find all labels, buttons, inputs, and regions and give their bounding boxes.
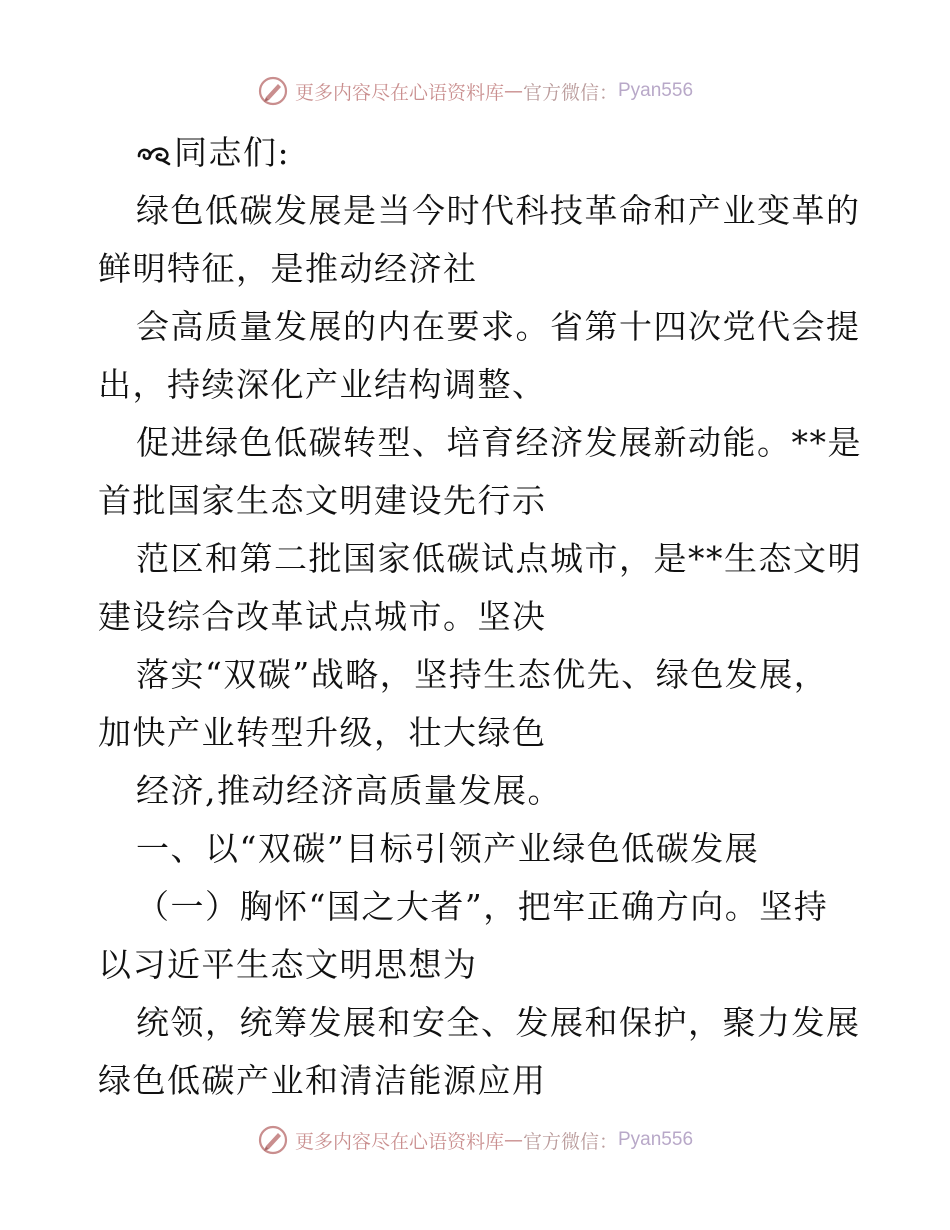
paragraph-line: 落实“双碳”战略，坚持生态优先、绿色发展， xyxy=(136,655,829,694)
paragraph-line: 绿色低碳发展是当今时代科技革命和产业变革的 xyxy=(136,191,861,230)
watermark-site-text: 更多内容尽在心语资料库 xyxy=(294,81,504,104)
paragraph-line: 首批国家生态文明建设先行示 xyxy=(98,481,547,520)
watermark-site-text: 更多内容尽在心语资料库 xyxy=(294,1130,504,1153)
salutation-text: 同志们: xyxy=(174,133,291,172)
paragraph-line: 会高质量发展的内在要求。省第十四次党代会提 xyxy=(136,307,861,346)
watermark-wechat-id: Pyan556 xyxy=(618,1129,694,1150)
subsection-heading: （一）胸怀“国之大者”，把牢正确方向。坚持 xyxy=(136,887,829,926)
watermark-separator: — xyxy=(503,80,523,102)
section-heading: 一、以“双碳”目标引领产业绿色低碳发展 xyxy=(136,829,760,868)
salutation-line xyxy=(98,124,858,182)
brush-pen-logo-icon xyxy=(257,1124,289,1156)
paragraph-line: 范区和第二批国家低碳试点城市，是**生态文明 xyxy=(136,539,862,578)
paragraph-line: 经济,推动经济高质量发展。 xyxy=(136,771,562,810)
paragraph-line: 促进绿色低碳转型、培育经济发展新动能。**是 xyxy=(136,423,862,462)
brush-pen-logo-icon xyxy=(257,75,289,107)
paragraph-line: 出，持续深化产业结构调整、 xyxy=(98,365,547,404)
paragraph-line: 绿色低碳产业和清洁能源应用 xyxy=(98,1061,547,1100)
paragraph-line: 以习近平生态文明思想为 xyxy=(98,945,478,984)
paragraph-line: 统领，统筹发展和安全、发展和保护，聚力发展 xyxy=(136,1003,861,1042)
watermark-separator: — xyxy=(503,1129,523,1151)
paragraph-line: 鲜明特征，是推动经济社 xyxy=(98,249,478,288)
watermark-footer xyxy=(0,1120,950,1160)
watermark-label: 官方微信： xyxy=(522,81,618,104)
watermark-header xyxy=(0,71,950,111)
watermark-label: 官方微信： xyxy=(522,1130,618,1153)
paragraph-line: 加快产业转型升级，壮大绿色 xyxy=(98,713,547,752)
paragraph-line: 建设综合改革试点城市。坚决 xyxy=(98,597,547,636)
watermark-wechat-id: Pyan556 xyxy=(618,80,694,101)
decorative-swirl-icon xyxy=(136,142,172,166)
document-body xyxy=(98,124,862,1110)
